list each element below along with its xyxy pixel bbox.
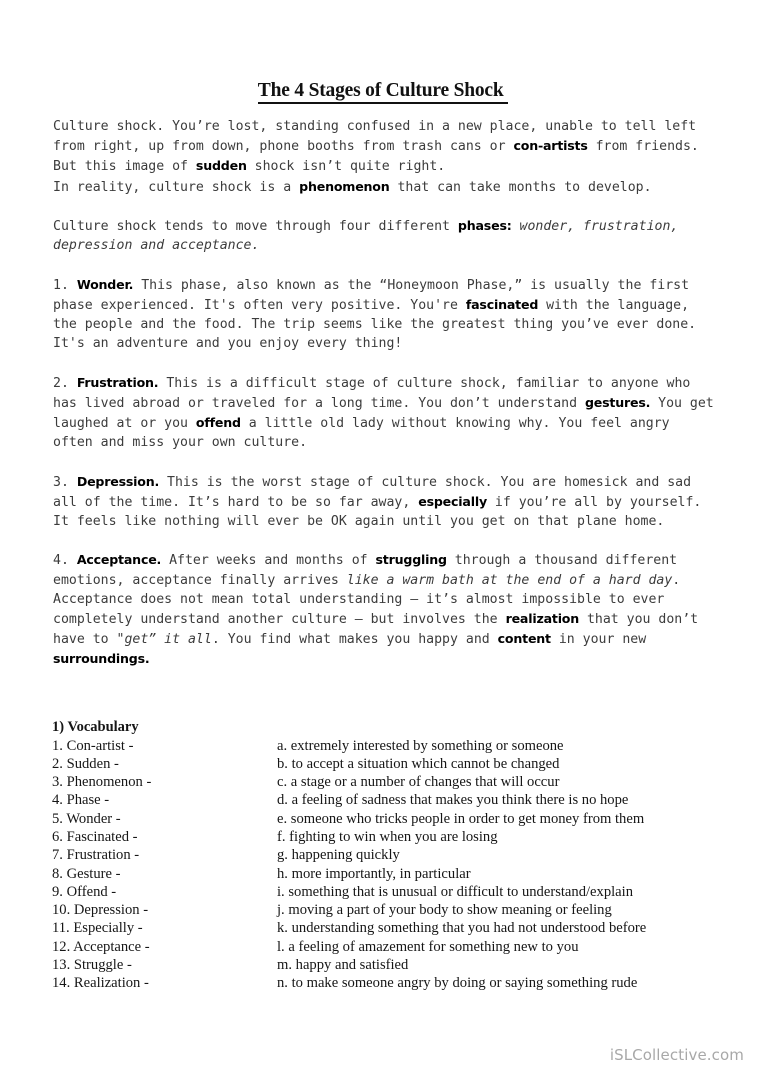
paragraph-stage-4-acceptance: [53, 550, 715, 669]
vocabulary-term[interactable]: 3. Phenomenon -: [52, 774, 152, 791]
text-run: 4.: [53, 553, 77, 569]
vocabulary-term[interactable]: 6. Fascinated -: [52, 828, 138, 845]
text-run: . You find what makes you happy and: [211, 632, 498, 648]
text-run: After weeks and months of: [161, 553, 376, 569]
vocabulary-definition[interactable]: a. extremely interested by something or someone: [277, 737, 564, 754]
vocabulary-row: [52, 791, 732, 809]
paragraph-intro-2: [53, 177, 715, 197]
keyword-bold: content: [497, 631, 551, 647]
vocabulary-definition[interactable]: l. a feeling of amazement for something new to you: [277, 938, 579, 955]
text-run: in your new: [550, 632, 655, 648]
vocabulary-row: [52, 938, 732, 956]
vocabulary-definition[interactable]: f. fighting to win when you are losing: [277, 828, 498, 845]
vocabulary-term[interactable]: 11. Especially -: [52, 920, 143, 937]
keyword-bold: sudden: [195, 158, 247, 174]
text-run: Culture shock. You’re lost, standing confused in a new place, unable to tell left from right, up from down, phone booths from trash cans or: [53, 119, 705, 155]
phrase-italic: wonder, frustration, depression and acceptance.: [53, 219, 687, 254]
phrase-italic: get” it all: [124, 632, 212, 648]
vocabulary-matching-grid: [52, 737, 732, 993]
vocabulary-row: [52, 846, 732, 864]
text-run: This is a difficult stage of culture shock, familiar to anyone who has lived abroad or traveled for a long time. You don’t understand: [53, 375, 699, 411]
vocabulary-row: [52, 901, 732, 919]
vocabulary-row: [52, 773, 732, 791]
vocabulary-term[interactable]: 8. Gesture -: [52, 865, 121, 882]
text-run: from friends. But this image of: [53, 139, 707, 175]
keyword-bold: Depression.: [76, 473, 160, 489]
reading-passage: [53, 117, 722, 670]
vocabulary-row: [52, 755, 732, 773]
keyword-bold: Frustration.: [76, 374, 159, 390]
text-run: Culture shock tends to move through four different: [53, 219, 458, 234]
text-run: 3.: [53, 474, 77, 490]
paragraph-stage-3-depression: [53, 472, 715, 532]
text-run: . Acceptance does not mean total understanding – it’s almost impossible to ever completely understand another culture – but involves the: [53, 572, 689, 627]
vocabulary-definition[interactable]: j. moving a part of your body to show meaning or feeling: [277, 902, 612, 919]
paragraph-stage-2-frustration: [53, 373, 722, 453]
text-run: In reality, culture shock is a: [53, 179, 300, 195]
paragraph-intro-3: [53, 216, 715, 255]
vocabulary-definition[interactable]: h. more importantly, in particular: [277, 865, 471, 882]
text-run: You get laughed at or you: [53, 395, 722, 431]
vocabulary-term[interactable]: 14. Realization -: [52, 975, 149, 992]
text-run: [512, 219, 520, 234]
vocabulary-row: [52, 810, 732, 828]
vocabulary-term[interactable]: 13. Struggle -: [52, 957, 132, 974]
vocabulary-row: [52, 828, 732, 846]
phrase-italic: like a warm bath at the end of a hard day: [346, 572, 673, 588]
vocabulary-heading: 1) Vocabulary: [52, 719, 139, 735]
vocabulary-term[interactable]: 5. Wonder -: [52, 810, 121, 827]
vocabulary-definition[interactable]: c. a stage or a number of changes that will occur: [277, 774, 560, 791]
keyword-bold: Wonder.: [76, 276, 134, 292]
vocabulary-definition[interactable]: e. someone who tricks people in order to get money from them: [277, 810, 645, 827]
vocabulary-definition[interactable]: k. understanding something that you had not understood before: [277, 920, 647, 937]
vocabulary-term[interactable]: 1. Con-artist -: [52, 737, 134, 754]
keyword-bold: phases:: [457, 218, 512, 233]
paragraph-intro-1: [53, 117, 715, 177]
text-run: with the language, the people and the food. The trip seems like the greatest thing you’ve ever done. It's an adventure and you enjoy every thing!: [53, 297, 705, 352]
page-title: [0, 80, 766, 102]
vocabulary-row: [52, 883, 732, 901]
text-run: a little old lady without knowing why. You feel angry often and miss your own culture.: [53, 416, 678, 451]
keyword-bold: surroundings.: [53, 651, 150, 667]
vocabulary-definition[interactable]: b. to accept a situation which cannot be changed: [277, 755, 560, 772]
keyword-bold: phenomenon: [299, 178, 390, 194]
keyword-bold: offend: [195, 415, 241, 430]
text-run: This phase, also known as the “Honeymoon Phase,” is usually the first phase experienced. It's often very positive. You're: [53, 277, 697, 313]
vocabulary-section: [52, 718, 732, 993]
text-run: that you don’t have to ": [53, 612, 707, 648]
text-run: 1.: [53, 277, 77, 293]
vocabulary-definition[interactable]: i. something that is unusual or difficult to understand/explain: [277, 883, 634, 900]
keyword-bold: fascinated: [465, 296, 539, 312]
vocabulary-term[interactable]: 10. Depression -: [52, 902, 149, 919]
vocabulary-term[interactable]: 7. Frustration -: [52, 847, 140, 864]
vocabulary-row: [52, 865, 732, 883]
vocabulary-term[interactable]: 2. Sudden -: [52, 755, 119, 772]
vocabulary-definition[interactable]: g. happening quickly: [277, 847, 400, 864]
keyword-bold: Acceptance.: [76, 552, 162, 568]
text-run: through a thousand different emotions, acceptance finally arrives: [53, 553, 686, 588]
text-run: 2.: [53, 375, 77, 391]
site-watermark: iSLCollective.com: [609, 1046, 744, 1064]
keyword-bold: con-artists: [513, 138, 588, 154]
vocabulary-term[interactable]: 4. Phase -: [52, 792, 110, 809]
vocabulary-definition[interactable]: n. to make someone angry by doing or saying something rude: [277, 975, 638, 992]
text-run: This is the worst stage of culture shock. You are homesick and sad all of the time. It’s hard to be so far away,: [53, 474, 700, 510]
vocabulary-definition[interactable]: d. a feeling of sadness that makes you think there is no hope: [277, 792, 629, 809]
text-run: if you’re all by yourself. It feels like nothing will ever be OK again until you get on that plane home.: [53, 494, 710, 529]
text-run: shock isn’t quite right.: [246, 159, 446, 175]
vocabulary-term[interactable]: 12. Acceptance -: [52, 938, 150, 955]
keyword-bold: especially: [418, 493, 487, 509]
paragraph-stage-1-wonder: [53, 275, 715, 354]
vocabulary-row: [52, 737, 732, 755]
text-run: that can take months to develop.: [389, 179, 652, 195]
vocabulary-row: [52, 956, 732, 974]
vocabulary-row: [52, 919, 732, 937]
keyword-bold: realization: [505, 611, 580, 626]
vocabulary-definition[interactable]: m. happy and satisfied: [277, 957, 409, 974]
vocabulary-row: [52, 974, 732, 992]
keyword-bold: struggling: [375, 552, 447, 568]
page-title-text: The 4 Stages of Culture Shock: [258, 80, 508, 104]
keyword-bold: gestures.: [584, 394, 651, 410]
vocabulary-term[interactable]: 9. Offend -: [52, 883, 117, 900]
